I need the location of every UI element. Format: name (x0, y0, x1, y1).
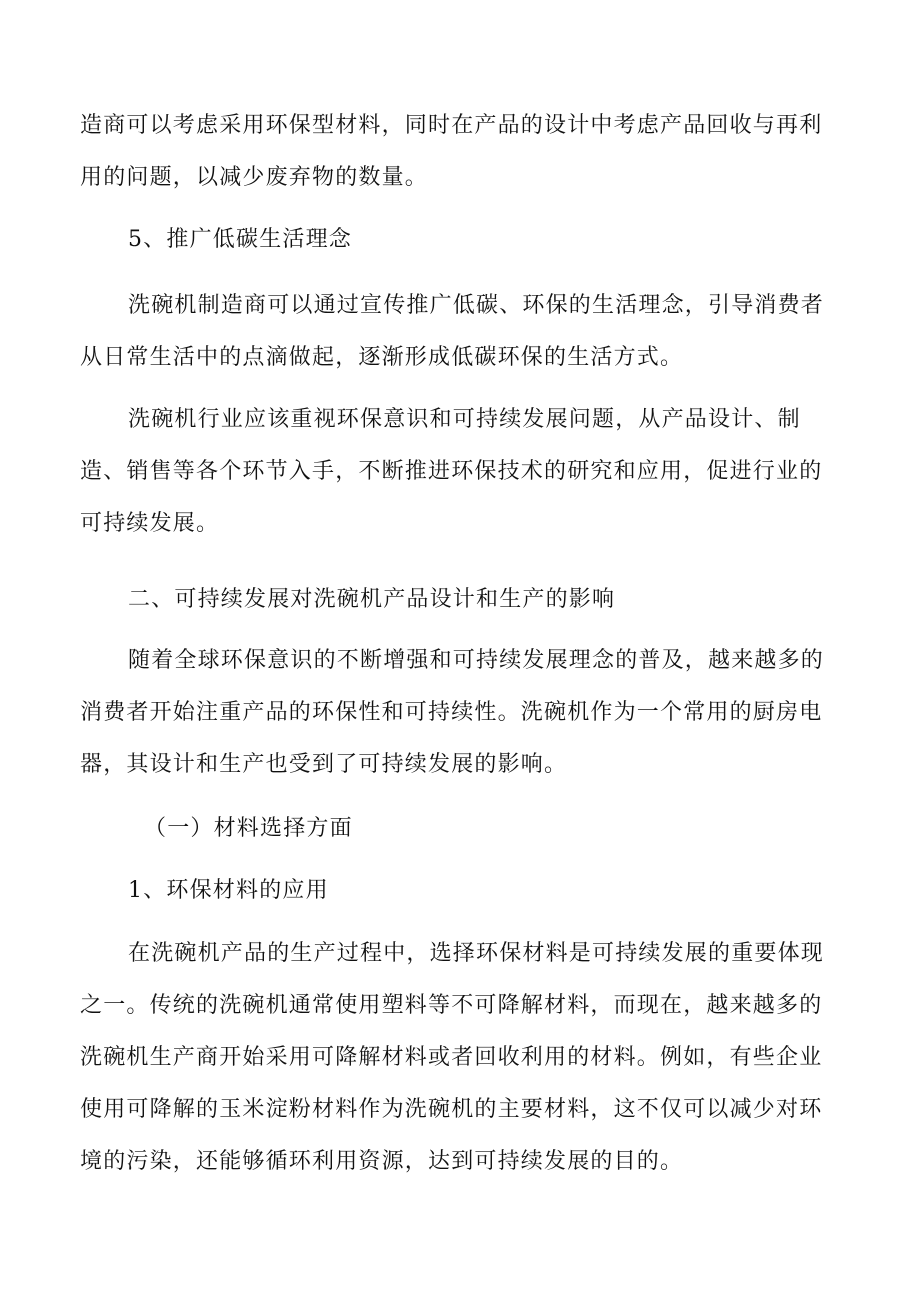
paragraph-global-awareness: 随着全球环保意识的不断增强和可持续发展理念的普及，越来越多的消费者开始注重产品的环保性和可持续性。洗碗机作为一个常用的厨房电器，其设计和生产也受到了可持续发展的影响。 (80, 648, 825, 777)
section-heading-5: 5、推广低碳生活理念 (128, 227, 352, 252)
item-heading-1: 1、环保材料的应用 (128, 878, 329, 903)
paragraph-low-carbon: 洗碗机制造商可以通过宣传推广低碳、环保的生活理念，引导消费者从日常生活中的点滴做起，逐渐形成低碳环保的生活方式。 (80, 293, 825, 370)
chapter-heading-2: 二、可持续发展对洗碗机产品设计和生产的影响 (128, 587, 616, 612)
paragraph-continuation: 造商可以考虑采用环保型材料，同时在产品的设计中考虑产品回收与再利用的问题，以减少废弃物的数量。 (80, 113, 823, 190)
paragraph-industry: 洗碗机行业应该重视环保意识和可持续发展问题，从产品设计、制造、销售等各个环节入手，不断推进环保技术的研究和应用，促进行业的可持续发展。 (80, 407, 823, 536)
subsection-heading-materials: （一）材料选择方面 (144, 816, 353, 841)
paragraph-eco-materials: 在洗碗机产品的生产过程中，选择环保材料是可持续发展的重要体现之一。传统的洗碗机通常使用塑料等不可降解材料，而现在，越来越多的洗碗机生产商开始采用可降解材料或者回收利用的材料。例如，有些企业使用可降解的玉米淀粉材料作为洗碗机的主要材料，这不仅可以减少对环境的污染，还能够循环利用资源，达到可持续发展的目的。 (80, 941, 825, 1174)
